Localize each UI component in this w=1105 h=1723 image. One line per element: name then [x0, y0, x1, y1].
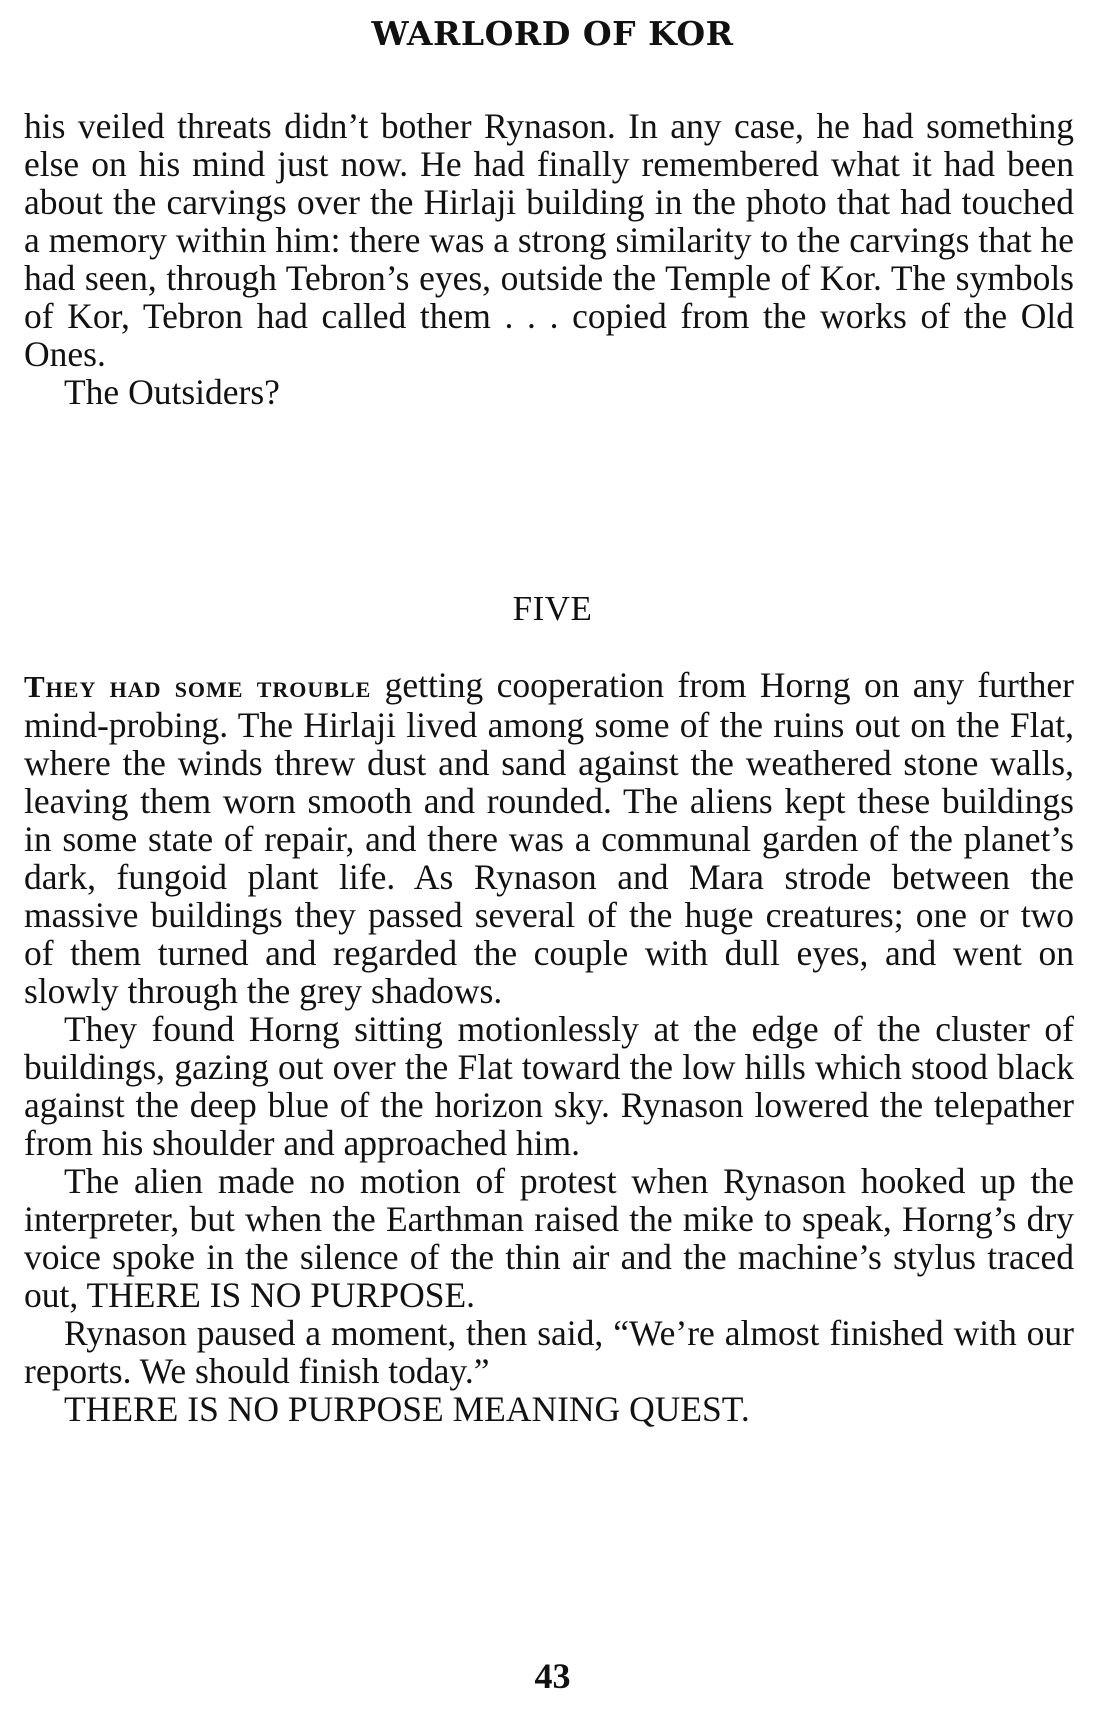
text-block-continued	[24, 107, 1074, 411]
paragraph-opening	[24, 666, 1074, 1010]
page-number: 43	[534, 1656, 571, 1696]
paragraph: his veiled threats didn’t bother Rynason. In any case, he had something else on his mind just now. He had finally remembered what it had been about the carvings over the Hirlaji building in the photo that had touched a memory within him: there was a strong similarity to the carvings that he had seen, through Tebron’s eyes, outside the Temple of Kor. The symbols of Kor, Tebron had called them . . . copied from the works of the Old Ones.	[24, 106, 1074, 374]
text-block-chapter	[24, 666, 1074, 1428]
running-head: WARLORD OF KOR	[371, 14, 734, 53]
paragraph: THERE IS NO PURPOSE MEANING QUEST.	[64, 1389, 750, 1429]
paragraph: Rynason paused a moment, then said, “We’re almost finished with our reports. We should finish today.”	[24, 1313, 1074, 1391]
smallcaps-lead: They had some trouble	[24, 669, 372, 704]
paragraph: They found Horng sitting motionlessly at the edge of the cluster of buildings, gazing out over the Flat toward the low hills which stood black against the deep blue of the horizon sky. Rynason lowered the telepather from his shoulder and approached him.	[24, 1009, 1074, 1163]
paragraph-text: getting cooperation from Horng on any further mind-probing. The Hirlaji lived among some of the ruins out on the Flat, where the winds threw dust and sand against the weathered stone walls, leaving them worn smooth and rounded. The aliens kept these buildings in some state of repair, and there was a communal garden of the planet’s dark, fungoid plant life. As Rynason and Mara strode between the massive buildings they passed several of the huge creatures; one or two of them turned and regarded the couple with dull eyes, and went on slowly through the grey shadows.	[24, 665, 1074, 1011]
paragraph: The alien made no motion of protest when Rynason hooked up the interpreter, but when the Earthman raised the mike to speak, Horng’s dry voice spoke in the silence of the thin air and the machine’s stylus traced out, THERE IS NO PURPOSE.	[24, 1161, 1074, 1315]
chapter-heading: FIVE	[512, 589, 593, 628]
paragraph: The Outsiders?	[64, 372, 280, 412]
